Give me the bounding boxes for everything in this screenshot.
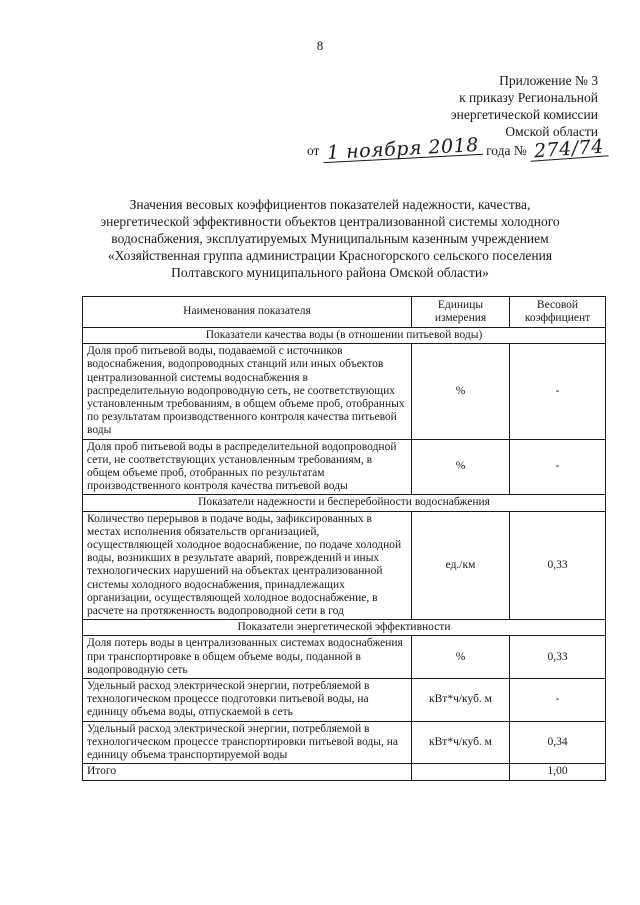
table-row xyxy=(83,439,606,495)
appendix-block xyxy=(451,72,598,140)
table-row xyxy=(83,721,606,764)
section-row xyxy=(83,328,606,344)
order-date-line xyxy=(306,134,608,164)
appendix-line: энергетической комиссии xyxy=(450,107,598,122)
indicator-unit: ед./км xyxy=(412,511,510,620)
document-title xyxy=(60,196,600,281)
indicator-unit: % xyxy=(412,439,510,495)
total-row xyxy=(83,764,606,780)
title-line: «Хозяйственная группа администрации Красногорского сельского поселения xyxy=(107,248,553,263)
title-line: Значения весовых коэффициентов показателей надежности, качества, xyxy=(129,197,531,212)
page-number: 8 xyxy=(316,38,324,53)
header-unit: Единицы измерения xyxy=(412,297,510,328)
order-prefix: от xyxy=(306,143,320,158)
appendix-line: Омской области xyxy=(505,124,598,139)
indicator-name: Доля проб питьевой воды в распределительной водопроводной сети, не соответствующих установленным требованиям, в общем объеме проб, отобранных по результатам производственного контроля качества питьевой воды xyxy=(83,439,412,495)
indicator-name: Удельный расход электрической энергии, потребляемой в технологическом процессе транспортировки питьевой воды, на единицу объема транспортируемой воды xyxy=(83,721,412,764)
indicator-name: Доля проб питьевой воды, подаваемой с источников водоснабжения, водопроводных станций или иных объектов централизованной системы водоснабжения в распределительную водопроводную сеть, не соответствующих установленным требованиям, в общем объеме проб, отобранных по результатам производственного контроля качества питьевой воды xyxy=(83,344,412,439)
section-row xyxy=(83,620,606,636)
indicator-name: Доля потерь воды в централизованных системах водоснабжения при транспортировке в общем объеме воды, поданной в водопроводную сеть xyxy=(83,636,412,679)
indicator-unit: % xyxy=(412,344,510,439)
indicator-unit: кВт*ч/куб. м xyxy=(412,721,510,764)
table-row xyxy=(83,344,606,439)
appendix-line: Приложение № 3 xyxy=(499,73,598,88)
section-title: Показатели надежности и бесперебойности водоснабжения xyxy=(83,495,606,511)
total-unit xyxy=(412,764,510,780)
section-title: Показатели энергетической эффективности xyxy=(83,620,606,636)
table-row xyxy=(83,511,606,620)
indicator-weight: 0,33 xyxy=(510,636,606,679)
indicator-weight: 0,33 xyxy=(510,511,606,620)
handwritten-order-number: 274/74 xyxy=(530,137,609,161)
section-row xyxy=(83,495,606,511)
indicator-unit: % xyxy=(412,636,510,679)
title-line: водоснабжения, эксплуатируемых Муниципальным казенным учреждением xyxy=(111,231,549,246)
indicator-weight: - xyxy=(510,344,606,439)
indicator-name: Количество перерывов в подаче воды, зафиксированных в местах исполнения обязательств организацией, осуществляющей холодное водоснабжение, по подаче холодной воды, возникших в результате аварий, повреждений и иных технологических нарушений на объектах централизованной системы холодного водоснабжения, принадлежащих организации, осуществляющей холодное водоснабжение, в расчете на протяженность водопроводной сети в год xyxy=(83,511,412,620)
table-header-row xyxy=(83,297,606,328)
total-label: Итого xyxy=(83,764,412,780)
indicator-name: Удельный расход электрической энергии, потребляемой в технологическом процессе подготовки питьевой воды, на единицу объема воды, отпускаемой в сеть xyxy=(83,679,412,722)
title-line: энергетической эффективности объектов централизованной системы холодного xyxy=(100,214,560,229)
indicator-weight: - xyxy=(510,439,606,495)
indicator-unit: кВт*ч/куб. м xyxy=(412,679,510,722)
handwritten-date: 1 ноября 2018 xyxy=(322,136,483,163)
indicator-weight: 0,34 xyxy=(510,721,606,764)
table-row xyxy=(83,679,606,722)
title-line: Полтавского муниципального района Омской области» xyxy=(171,265,489,280)
section-title: Показатели качества воды (в отношении питьевой воды) xyxy=(83,328,606,344)
header-name: Наименования показателя xyxy=(83,297,412,328)
coefficients-table xyxy=(82,296,606,781)
order-mid: года № xyxy=(486,143,527,158)
table-row xyxy=(83,636,606,679)
appendix-line: к приказу Региональной xyxy=(459,90,598,105)
indicator-weight: - xyxy=(510,679,606,722)
header-weight: Весовой коэффициент xyxy=(510,297,606,328)
total-weight: 1,00 xyxy=(510,764,606,780)
